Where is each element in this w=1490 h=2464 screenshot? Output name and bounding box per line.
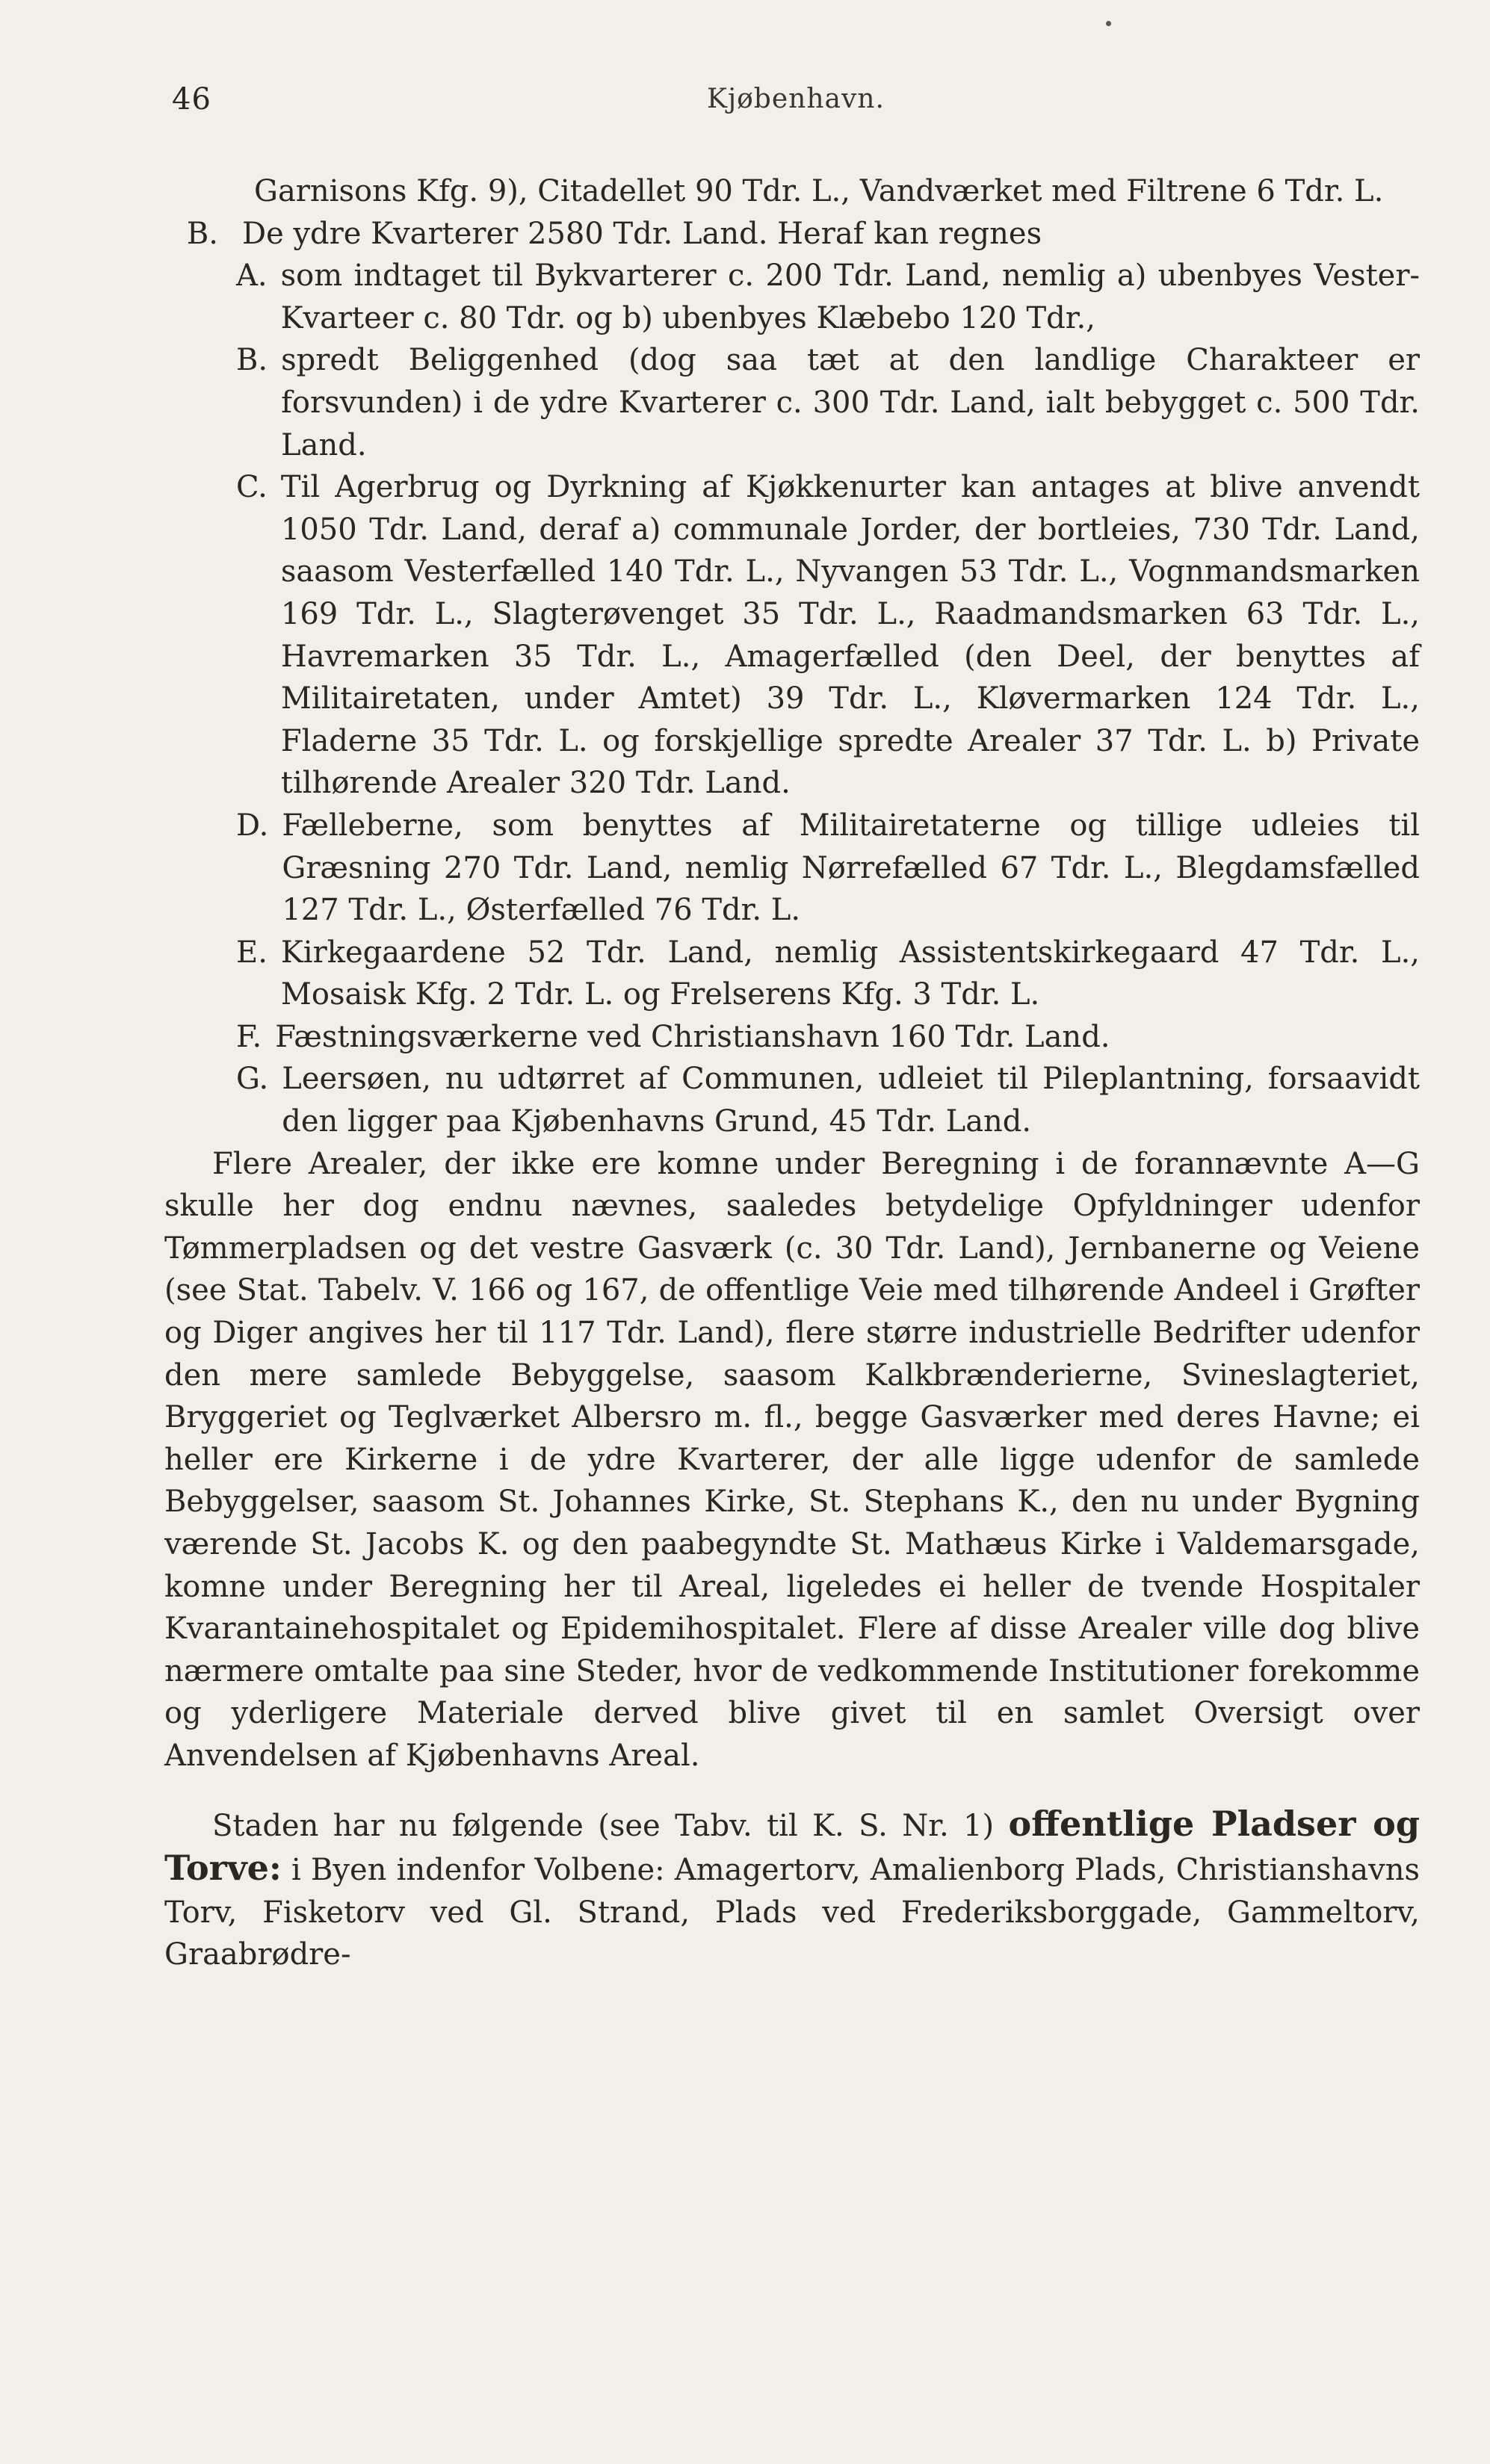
section-b <box>164 213 1420 256</box>
heading-offentlige-pladser: offentlige Pladser og Torve: <box>164 1803 1421 1889</box>
subitem-a <box>164 255 1420 339</box>
continuation-line: Garnisons Kfg. 9), Citadellet 90 Tdr. L., Vandværket med Filtrene 6 Tdr. L. <box>254 174 1384 208</box>
paragraph-pladser <box>164 1803 1420 1976</box>
subitem-e-text: Kirkegaardene 52 Tdr. Land, nemlig Assistentskirkegaard 47 Tdr. L., Mosaisk Kfg. 2 Tdr. L. og Frelserens Kfg. 3 Tdr. L. <box>280 935 1420 1012</box>
subitem-f-text: Fæstningsværkerne ved Christianshavn 160 Tdr. Land. <box>275 1019 1110 1054</box>
subitem-c-mark: C. <box>236 470 268 505</box>
subitem-f-mark: F. <box>236 1019 262 1054</box>
page-header <box>172 82 1420 127</box>
subitem-b-text: spredt Beliggenhed (dog saa tæt at den landlige Charakteer er forsvunden) i de ydre Kvarterer c. 300 Tdr. Land, ialt bebygget c. 500 Tdr. Land. <box>281 343 1420 462</box>
subitem-b <box>164 339 1420 466</box>
subitem-a-mark: A. <box>236 259 268 294</box>
speck-mark <box>1106 21 1111 26</box>
subitem-g-mark: G. <box>236 1062 269 1097</box>
subitem-d-mark: D. <box>236 808 269 843</box>
subitem-a-text: som indtaget til Bykvarterer c. 200 Tdr. Land, nemlig a) ubenbyes Vester-Kvarteer c. 80 Tdr. og b) ubenbyes Klæbebo 120 Tdr., <box>280 259 1420 335</box>
subitem-f <box>164 1016 1420 1059</box>
subitem-g <box>164 1058 1420 1142</box>
subitem-g-text: Leersøen, nu udtørret af Communen, udleiet til Pileplantning, forsaavidt den ligger paa Kjøbenhavns Grund, 45 Tdr. Land. <box>282 1062 1420 1139</box>
running-head: Kjøbenhavn. <box>707 84 885 114</box>
subitem-e-mark: E. <box>236 935 268 970</box>
paragraph-arealer: Flere Arealer, der ikke ere komne under Beregning i de forannævnte A—G skulle her dog endnu nævnes, saaledes betydelige Opfyldninger udenfor Tømmerpladsen og det vestre Gasværk (c. 30 Tdr. Land), Jernbanerne og Veiene (see Stat. Tabelv. V. 166 og 167, de offentlige Veie med tilhørende Andeel i Grøfter og Diger angives her til 117 Tdr. Land), flere større industrielle Bedrifter udenfor den mere samlede Bebyggelse, saasom Kalkbrænderierne, Svineslagteriet, Bryggeriet og Teglværket Albersro m. fl., begge Gasværker med deres Havne; ei heller ere Kirkerne i de ydre Kvarterer, der alle ligge udenfor de samlede Bebyggelser, saasom St. Johannes Kirke, St. Stephans K., den nu under Bygning værende St. Jacobs K. og den paabegyndte St. Mathæus Kirke i Valdemarsgade, komne under Beregning her til Areal, ligeledes ei heller de tvende Hospitaler Kvarantainehospitalet og Epidemihospitalet. Flere af disse Arealer ville dog blive nærmere omtalte paa sine Steder, hvor de vedkommende Institutioner forekomme og yderligere Materiale derved blive givet til en samlet Oversigt over Anvendelsen af Kjøbenhavns Areal. <box>164 1146 1420 1773</box>
paragraph-pladser-start: Staden har nu følgende (see Tabv. til K. S. Nr. 1) <box>212 1808 995 1843</box>
subitem-d-text: Fælleberne, som benyttes af Militairetaterne og tillige udleies til Græsning 270 Tdr. Land, nemlig Nørrefælled 67 Tdr. L., Blegdamsfælled 127 Tdr. L., Østerfælled 76 Tdr. L. <box>282 808 1420 928</box>
subitem-c-text: Til Agerbrug og Dyrkning af Kjøkkenurter kan antages at blive anvendt 1050 Tdr. Land, deraf a) communale Jorder, der bortleies, 730 Tdr. Land, saasom Vesterfælled 140 Tdr. L., Nyvangen 53 Tdr. L., Vognmandsmarken 169 Tdr. L., Slagterøvenget 35 Tdr. L., Raadmandsmarken 63 Tdr. L., Havremarken 35 Tdr. L., Amagerfælled (den Deel, der benyttes af Militairetaten, under Amtet) 39 Tdr. L., Kløvermarken 124 Tdr. L., Fladerne 35 Tdr. L. og forskjellige spredte Arealer 37 Tdr. L. b) Private tilhørende Arealer 320 Tdr. Land. <box>280 470 1420 801</box>
subitem-c <box>164 466 1420 805</box>
section-b-mark: B. <box>186 216 218 251</box>
subitem-b-mark: B. <box>236 343 268 378</box>
subitem-e <box>164 932 1420 1016</box>
body-text <box>164 170 1420 1976</box>
subitem-d <box>164 805 1420 932</box>
section-b-text: De ydre Kvarterer 2580 Tdr. Land. Heraf kan regnes <box>242 216 1042 251</box>
paragraph-gap <box>164 1777 1420 1803</box>
page-number: 46 <box>172 82 211 117</box>
paragraph-pladser-rest: i Byen indenfor Volbene: Amagertorv, Amalienborg Plads, Christianshavns Torv, Fisketorv ved Gl. Strand, Plads ved Frederiksborggade, Gammeltorv, Graabrødre- <box>164 1853 1420 1972</box>
